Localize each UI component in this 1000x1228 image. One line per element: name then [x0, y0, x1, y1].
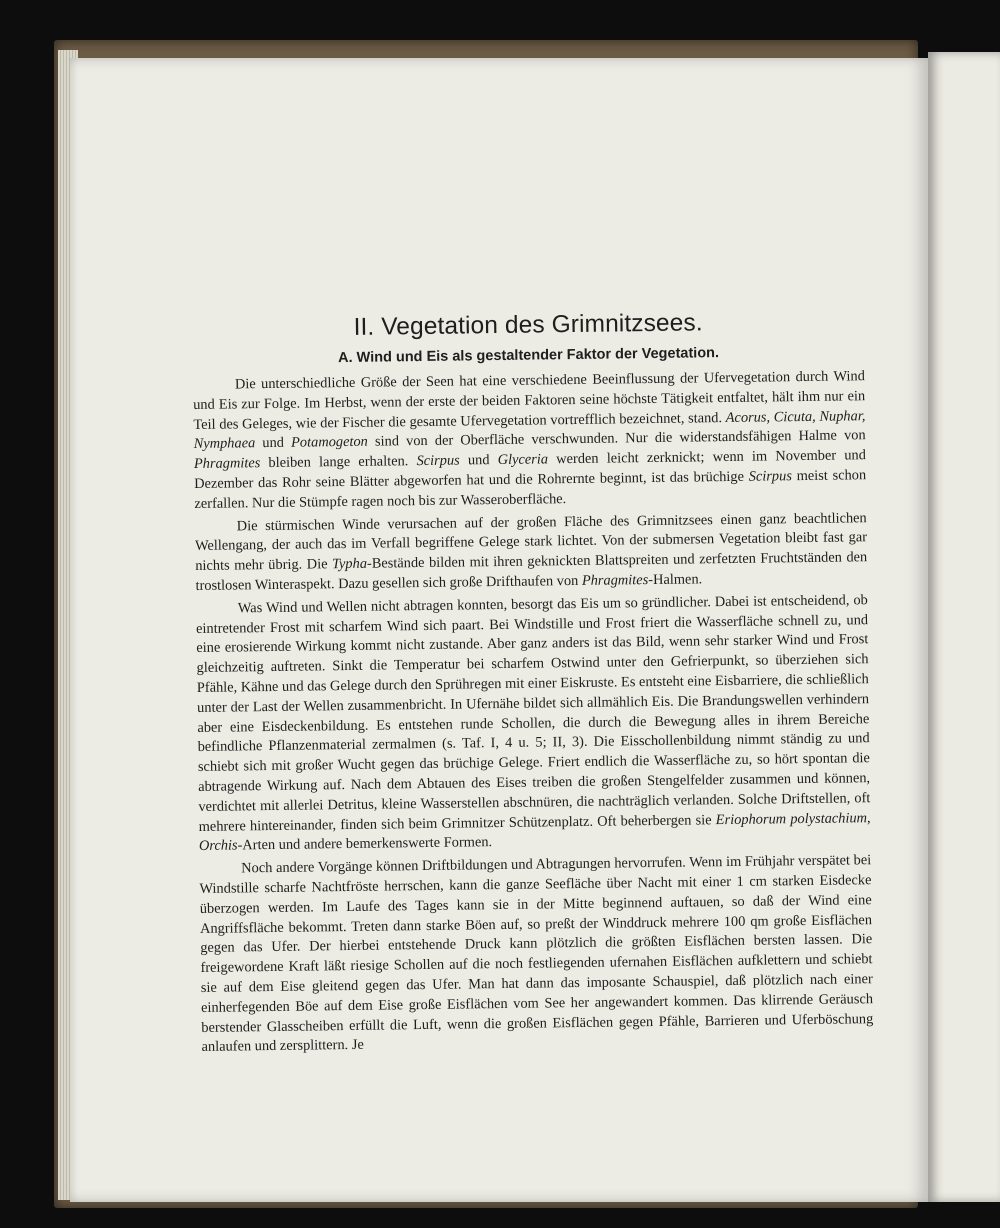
- paragraph: [193, 367, 867, 514]
- facing-page-edge: [928, 52, 1000, 1202]
- text-run: werden leicht zerknickt; wenn im November und Dezember das Rohr seine Blätter abgeworfen hat und die Rohrernte beginnt, ist das brüchige: [194, 447, 867, 492]
- taxon-name: Typha: [331, 555, 368, 573]
- text-block: [192, 307, 874, 1061]
- taxon-name: Potamogeton: [290, 434, 368, 452]
- subsection-title: A. Wind und Eis als gestaltender Faktor der Vegetation.: [337, 345, 720, 367]
- text-run: ,: [866, 809, 871, 826]
- text-run: und: [255, 435, 292, 452]
- paragraph: [196, 591, 871, 857]
- text-run: bleiben lange erhalten.: [260, 453, 417, 472]
- taxon-name: Phragmites: [193, 455, 261, 473]
- taxon-name: Acorus, Cicuta, Nuphar, Nymphaea: [193, 407, 866, 453]
- taxon-name: Orchis: [198, 837, 238, 855]
- body-text: [193, 367, 874, 1058]
- text-run: meist schon zerfallen. Nur die Stümpfe ragen noch bis zur Wasseroberfläche.: [194, 467, 867, 512]
- taxon-name: Scirpus: [416, 452, 460, 470]
- text-run: sind von der Oberfläche verschwunden. Nur die widerstandsfähigen Halme von: [367, 427, 866, 451]
- paragraph: [199, 851, 874, 1058]
- text-run: Was Wind und Wellen nicht abtragen konnten, besorgt das Eis um so gründlicher. Dabei ist entscheidend, ob eintretender Frost mit scharfem Wind sich paart. Bei Windstille und Frost friert die Wasserfläche schnell zu, und eine erosierende Wirkung kommt nicht zustande. Aber ganz anders ist das Bild, wenn sehr starker Wind und Frost gleichzeitig auftreten. Sinkt die Temperatur bei scharfem Ostwind unter den Gefrierpunkt, so überziehen sich Pfähle, Kähne und das Gelege durch den Sprühregen mit einer Eiskruste. Es entsteht eine Eisbarriere, die schließlich unter der Last der Wellen zusammenbricht. In Ufernähe bildet sich allmählich Eis. Die Brandungswellen verhindern aber eine Eisdeckenbildung. Es entstehen runde Schollen, die durch die Bewegung alles in ihrem Bereiche befindliche Pflanzenmaterial zermalmen (s. Taf. I, 4 u. 5; II, 3). Die Eisschollenbildung nimmt ständig zu und schiebt sich mit großer Wucht gegen das brüchige Gelege. Friert endlich die Wasserfläche zu, so hört spontan die abtragende Wirkung auf. Nach dem Abtauen des Eises treiben die großen Stengelfelder zusammen und können, verdichtet mit allerlei Detritus, kleine Wasserstellen abschnüren, die nachträglich verlanden. Solche Driftstellen, oft mehrere hintereinander, finden sich beim Grimnitzer Schützenplatz. Oft beherbergen sie: [195, 591, 871, 835]
- paragraph: [195, 509, 868, 597]
- taxon-name: Glyceria: [497, 451, 549, 469]
- text-run: -Halmen.: [648, 571, 703, 589]
- text-run: Noch andere Vorgänge können Driftbildungen und Abtragungen hervorrufen. Wenn im Frühjahr verspätet bei Windstille scharfe Nachtfröste herrschen, kann die ganze Seefläche über Nacht mit einer 1 cm starken Eisdecke überzogen werden. Im Laufe des Tages kann sie in der Mitte beginnend auftauen, so daß der Wind eine Angriffsfläche bekommt. Treten dann starke Böen auf, so preßt der Winddruck mehrere 100 qm große Eisflächen gegen das Ufer. Der hierbei entstehende Druck kann plötzlich die größten Eisflächen bersten lassen. Die freigewordene Kraft läßt riesige Schollen auf die noch festliegenden ufernahen Eisflächen aufklettern und schiebt sie auf dem Eise gleitend gegen das Ufer. Man hat dann das imposante Schauspiel, daß plötzlich nach einer einherfegenden Böe auf dem Eise große Eisflächen vom See her angewandert kommen. Das klirrende Geräusch berstender Glasscheiben erfüllt die Luft, wenn die großen Eisflächen gegen Pfähle, Barrieren und Uferböschung anlaufen und zersplittern. Je: [199, 852, 874, 1056]
- section-title: II. Vegetation des Grimnitzsees.: [353, 309, 703, 341]
- book-page: [70, 58, 928, 1202]
- taxon-name: Phragmites: [581, 572, 649, 589]
- taxon-name: Eriophorum polystachium: [715, 809, 868, 828]
- text-run: Die stürmischen Winde verursachen auf der großen Fläche des Grimnitzsees einen ganz beachtlichen Wellengang, der auch das im Verfall begriffene Gelege stark lichtet. Von der submersen Vegetation bleibt fast gar nichts mehr übrig. Die: [194, 509, 868, 575]
- text-run: und: [459, 452, 498, 469]
- text-run: -Bestände bilden mit ihren geknickten Blattspreiten und zerfetzten Fruchtständen den trostlosen Winteraspekt. Dazu gesellen sich große Drifthaufen von: [195, 549, 868, 594]
- text-run: -Arten und andere bemerkenswerte Formen.: [237, 834, 493, 854]
- text-run: Die unterschiedliche Größe der Seen hat eine verschiedene Beeinflussung der Ufervegetation durch Wind und Eis zur Folge. Im Herbst, wenn der erste der beiden Faktoren seine höchste Tätigkeit entfaltet, hält ihm nur ein Teil des Geleges, wie der Fischer die gesamte Ufervegetation vortrefflich bezeichnet, stand.: [193, 368, 866, 433]
- taxon-name: Scirpus: [748, 468, 792, 485]
